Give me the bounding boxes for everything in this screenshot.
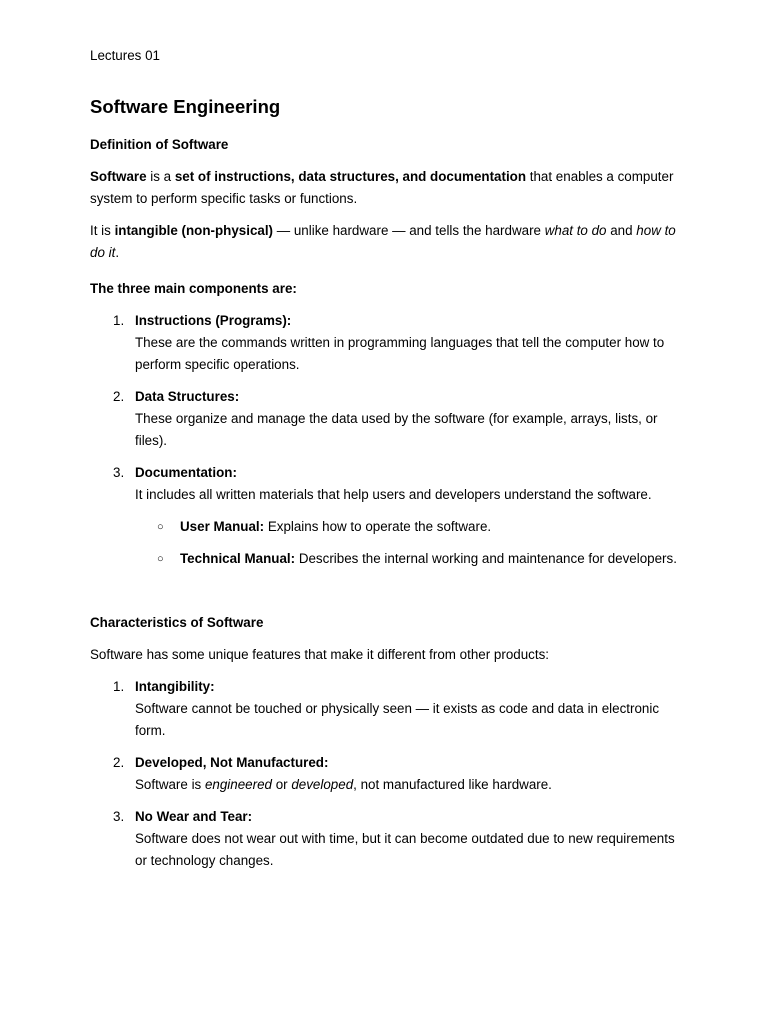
hollow-circle-bullet-icon: ○ [157, 521, 164, 533]
lecture-label: Lectures 01 [90, 48, 160, 63]
characteristics-list [90, 676, 678, 872]
sublist-item [135, 516, 678, 538]
list-item [90, 310, 678, 376]
list-number: 2. [113, 389, 125, 404]
definition-text-a: is a [146, 169, 175, 184]
list-number: 1. [113, 679, 125, 694]
list-number: 3. [113, 465, 125, 480]
sublist-item-label: Technical Manual: [180, 551, 296, 566]
definition-bold-phrase: set of instructions, data structures, and documentation [174, 169, 527, 184]
intangible-text-e: and [606, 223, 637, 238]
list-item-title: No Wear and Tear: [135, 809, 253, 824]
list-item-description [135, 774, 678, 796]
list-number: 2. [113, 755, 125, 770]
list-item-title: Instructions (Programs): [135, 313, 292, 328]
desc-italic-developed: developed [291, 777, 354, 792]
definition-text-c: that enables a computer system to perform specific tasks or functions. [90, 169, 674, 206]
list-item-description: It includes all written materials that help users and developers understand the software. [135, 487, 652, 502]
section-spacer [90, 570, 678, 598]
list-item [90, 462, 678, 570]
intangible-text-a: It is [90, 223, 115, 238]
sublist-item [135, 548, 678, 570]
characteristics-intro: Software has some unique features that make it different from other products: [90, 647, 549, 662]
intangible-text-g: . [115, 245, 120, 260]
list-item-title: Intangibility: [135, 679, 215, 694]
list-item-title: Developed, Not Manufactured: [135, 755, 329, 770]
list-item-description: Software cannot be touched or physically seen — it exists as code and data in electronic form. [135, 701, 660, 738]
definition-paragraph [90, 166, 678, 210]
software-term: Software [90, 169, 147, 184]
list-item-description: Software does not wear out with time, but it can become outdated due to new requirements or technology changes. [135, 831, 675, 868]
sublist-item-text: Explains how to operate the software. [264, 519, 492, 534]
components-heading: The three main components are: [90, 281, 297, 296]
sublist-item-label: User Manual: [180, 519, 265, 534]
desc-part: , not manufactured like hardware. [353, 777, 552, 792]
list-item [90, 806, 678, 872]
list-item-title: Documentation: [135, 465, 237, 480]
desc-italic-engineered: engineered [204, 777, 272, 792]
hollow-circle-bullet-icon: ○ [157, 553, 164, 565]
intangible-text-c: — unlike hardware — and tells the hardware [273, 223, 545, 238]
list-item-title: Data Structures: [135, 389, 240, 404]
intangible-italic-what: what to do [544, 223, 607, 238]
list-item-description: These organize and manage the data used by the software (for example, arrays, lists, or files). [135, 411, 658, 448]
intangible-paragraph [90, 220, 678, 264]
desc-part: or [271, 777, 292, 792]
list-item-description: These are the commands written in programming languages that tell the computer how to perform specific operations. [135, 335, 665, 372]
list-number: 3. [113, 809, 125, 824]
desc-part: Software is [135, 777, 205, 792]
intangible-italic-how: how to do it [90, 223, 676, 260]
list-item [90, 386, 678, 452]
sublist-item-text: Describes the internal working and maintenance for developers. [295, 551, 677, 566]
list-item [90, 676, 678, 742]
list-number: 1. [113, 313, 125, 328]
definition-heading: Definition of Software [90, 137, 229, 152]
page-title: Software Engineering [90, 96, 281, 117]
characteristics-heading: Characteristics of Software [90, 615, 264, 630]
documentation-sublist [135, 516, 678, 570]
components-list [90, 310, 678, 570]
intangible-bold: intangible (non-physical) [114, 223, 274, 238]
list-item [90, 752, 678, 796]
